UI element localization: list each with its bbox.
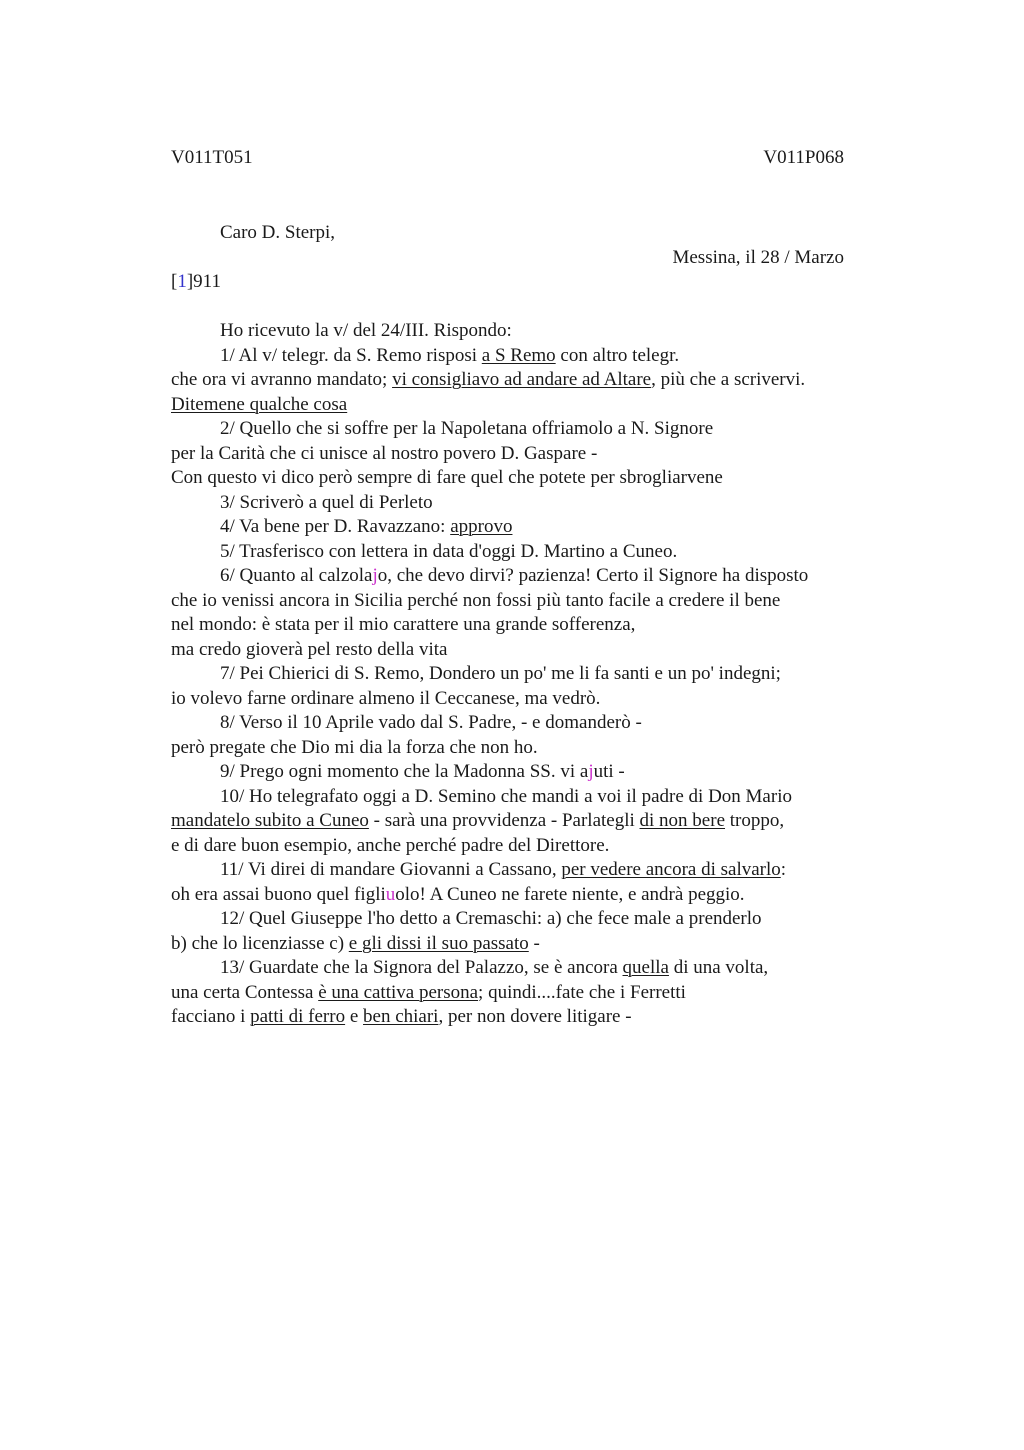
year-rest: ]911 — [186, 271, 221, 292]
paragraph-intro: Ho ricevuto la v/ del 24/III. Rispondo: — [220, 320, 512, 341]
paragraph-5: 5/ Trasferisco con lettera in data d'oggi D. Martino a Cuneo. — [220, 540, 678, 562]
underlined-text: e gli dissi il suo passato — [348, 932, 529, 954]
paragraph-12-line-1: 12/ Quel Giuseppe l'ho detto a Cremaschi: a) che fece male a prenderlo — [220, 908, 762, 929]
paragraph-7-line-2: io volevo farne ordinare almeno il Ceccanese, ma vedrò. — [171, 687, 601, 709]
text-run: b) che lo licenziasse c) — [171, 932, 349, 954]
text-run: con altro telegr. — [555, 344, 680, 366]
paragraph-10-line-3: e di dare buon esempio, anche perché padre del Direttore. — [171, 834, 610, 856]
underlined-text: vi consigliavo ad andare ad Altare — [392, 369, 652, 390]
text-run: , più che a scrivervi. — [651, 369, 806, 390]
text-run: 11/ Vi direi di mandare Giovanni a Cassano, — [220, 859, 562, 880]
year-bracket-open: [ — [171, 271, 178, 292]
underlined-text: mandatelo subito a Cuneo — [171, 810, 369, 831]
paragraph-2-line-1: 2/ Quello che si soffre per la Napoletana offriamolo a N. Signore — [220, 418, 714, 439]
text-run: , per non dovere litigare - — [438, 1006, 632, 1027]
paragraph-11-line-1 — [171, 858, 871, 883]
paragraph-6-line-1 — [171, 564, 871, 589]
underlined-text: approvo — [450, 516, 513, 537]
text-run: che ora vi avranno mandato; — [171, 369, 393, 390]
text-run: 13/ Guardate che la Signora del Palazzo, se è ancora — [220, 957, 623, 978]
letter-body — [171, 221, 871, 1030]
underlined-text: di non bere — [639, 810, 726, 831]
text-run: - sarà una provvidenza - Parlategli — [368, 810, 640, 831]
text-run: oh era assai buono quel figli — [171, 883, 386, 905]
highlighted-letter: j — [588, 761, 594, 782]
paragraph-6-line-2: che io venissi ancora in Sicilia perché non fossi più tanto facile a credere il bene — [171, 589, 781, 611]
paragraph-1-line-2 — [171, 368, 871, 393]
paragraph-2-line-3: Con questo vi dico però sempre di fare quel che potete per sbrogliarvene — [171, 467, 723, 488]
paragraph-1-line-1 — [171, 344, 871, 369]
underlined-text: patti di ferro — [250, 1006, 346, 1027]
paragraph-2-line-2: per la Carità che ci unisce al nostro povero D. Gaspare - — [171, 442, 598, 464]
paragraph-7-line-1: 7/ Pei Chierici di S. Remo, Dondero un po' me li fa santi e un po' indegni; — [220, 663, 781, 684]
text-run: uti - — [593, 761, 625, 782]
paragraph-1-line-3 — [171, 393, 871, 418]
text-run: 4/ Va bene per D. Ravazzano: — [220, 516, 451, 537]
text-run: o, che devo dirvi? pazienza! Certo il Signore ha disposto — [377, 565, 809, 586]
salutation: Caro D. Sterpi, — [220, 222, 336, 243]
underlined-text: Ditemene qualche cosa — [171, 393, 348, 415]
paragraph-9 — [171, 760, 871, 785]
year-digit-correction: 1 — [177, 271, 187, 292]
underlined-text: per vedere ancora di salvarlo — [561, 859, 781, 880]
text-run: troppo, — [725, 810, 785, 831]
place-date: Messina, il 28 / Marzo — [672, 246, 844, 268]
paragraph-8-line-2: però pregate che Dio mi dia la forza che non ho. — [171, 736, 538, 758]
text-run: 9/ Prego ogni momento che la Madonna SS. vi a — [220, 761, 589, 782]
year-line — [171, 270, 871, 295]
paragraph-10-line-1: 10/ Ho telegrafato oggi a D. Semino che mandi a voi il padre di Don Mario — [220, 785, 792, 807]
underlined-text: quella — [622, 957, 669, 978]
paragraph-4 — [171, 515, 871, 540]
text-run: olo! A Cuneo ne farete niente, e andrà peggio. — [395, 883, 745, 905]
text-run: 6/ Quanto al calzola — [220, 565, 373, 586]
paragraph-8-line-1: 8/ Verso il 10 Aprile vado dal S. Padre, - e domanderò - — [220, 712, 642, 733]
text-run: ; quindi....fate che i Ferretti — [478, 981, 686, 1003]
text-run: una certa Contessa — [171, 981, 319, 1003]
text-run: e — [345, 1006, 364, 1027]
text-run: facciano i — [171, 1006, 251, 1027]
text-run: di una volta, — [668, 957, 769, 978]
document-code-right: V011P068 — [763, 147, 844, 168]
paragraph-11-line-2 — [171, 883, 871, 908]
paragraph-3: 3/ Scriverò a quel di Perleto — [220, 491, 433, 513]
paragraph-13-line-3 — [171, 1005, 871, 1030]
text-run: : — [780, 859, 787, 880]
paragraph-10-line-2 — [171, 809, 871, 834]
underlined-text: è una cattiva persona — [318, 981, 479, 1003]
paragraph-12-line-2 — [171, 932, 871, 957]
underlined-text: a S Remo — [481, 344, 556, 366]
paragraph-13-line-2 — [171, 981, 871, 1006]
blank-line — [171, 295, 871, 320]
text-run: - — [528, 932, 540, 954]
paragraph-6-line-4: ma credo gioverà pel resto della vita — [171, 638, 448, 660]
underlined-text: ben chiari — [363, 1006, 439, 1027]
highlighted-letter: j — [372, 565, 378, 586]
paragraph-13-line-1 — [171, 956, 871, 981]
paragraph-6-line-3: nel mondo: è stata per il mio carattere una grande sofferenza, — [171, 614, 636, 635]
text-run: 1/ Al v/ telegr. da S. Remo risposi — [220, 344, 482, 366]
highlighted-letter: u — [385, 883, 396, 905]
document-code-left: V011T051 — [171, 147, 253, 168]
